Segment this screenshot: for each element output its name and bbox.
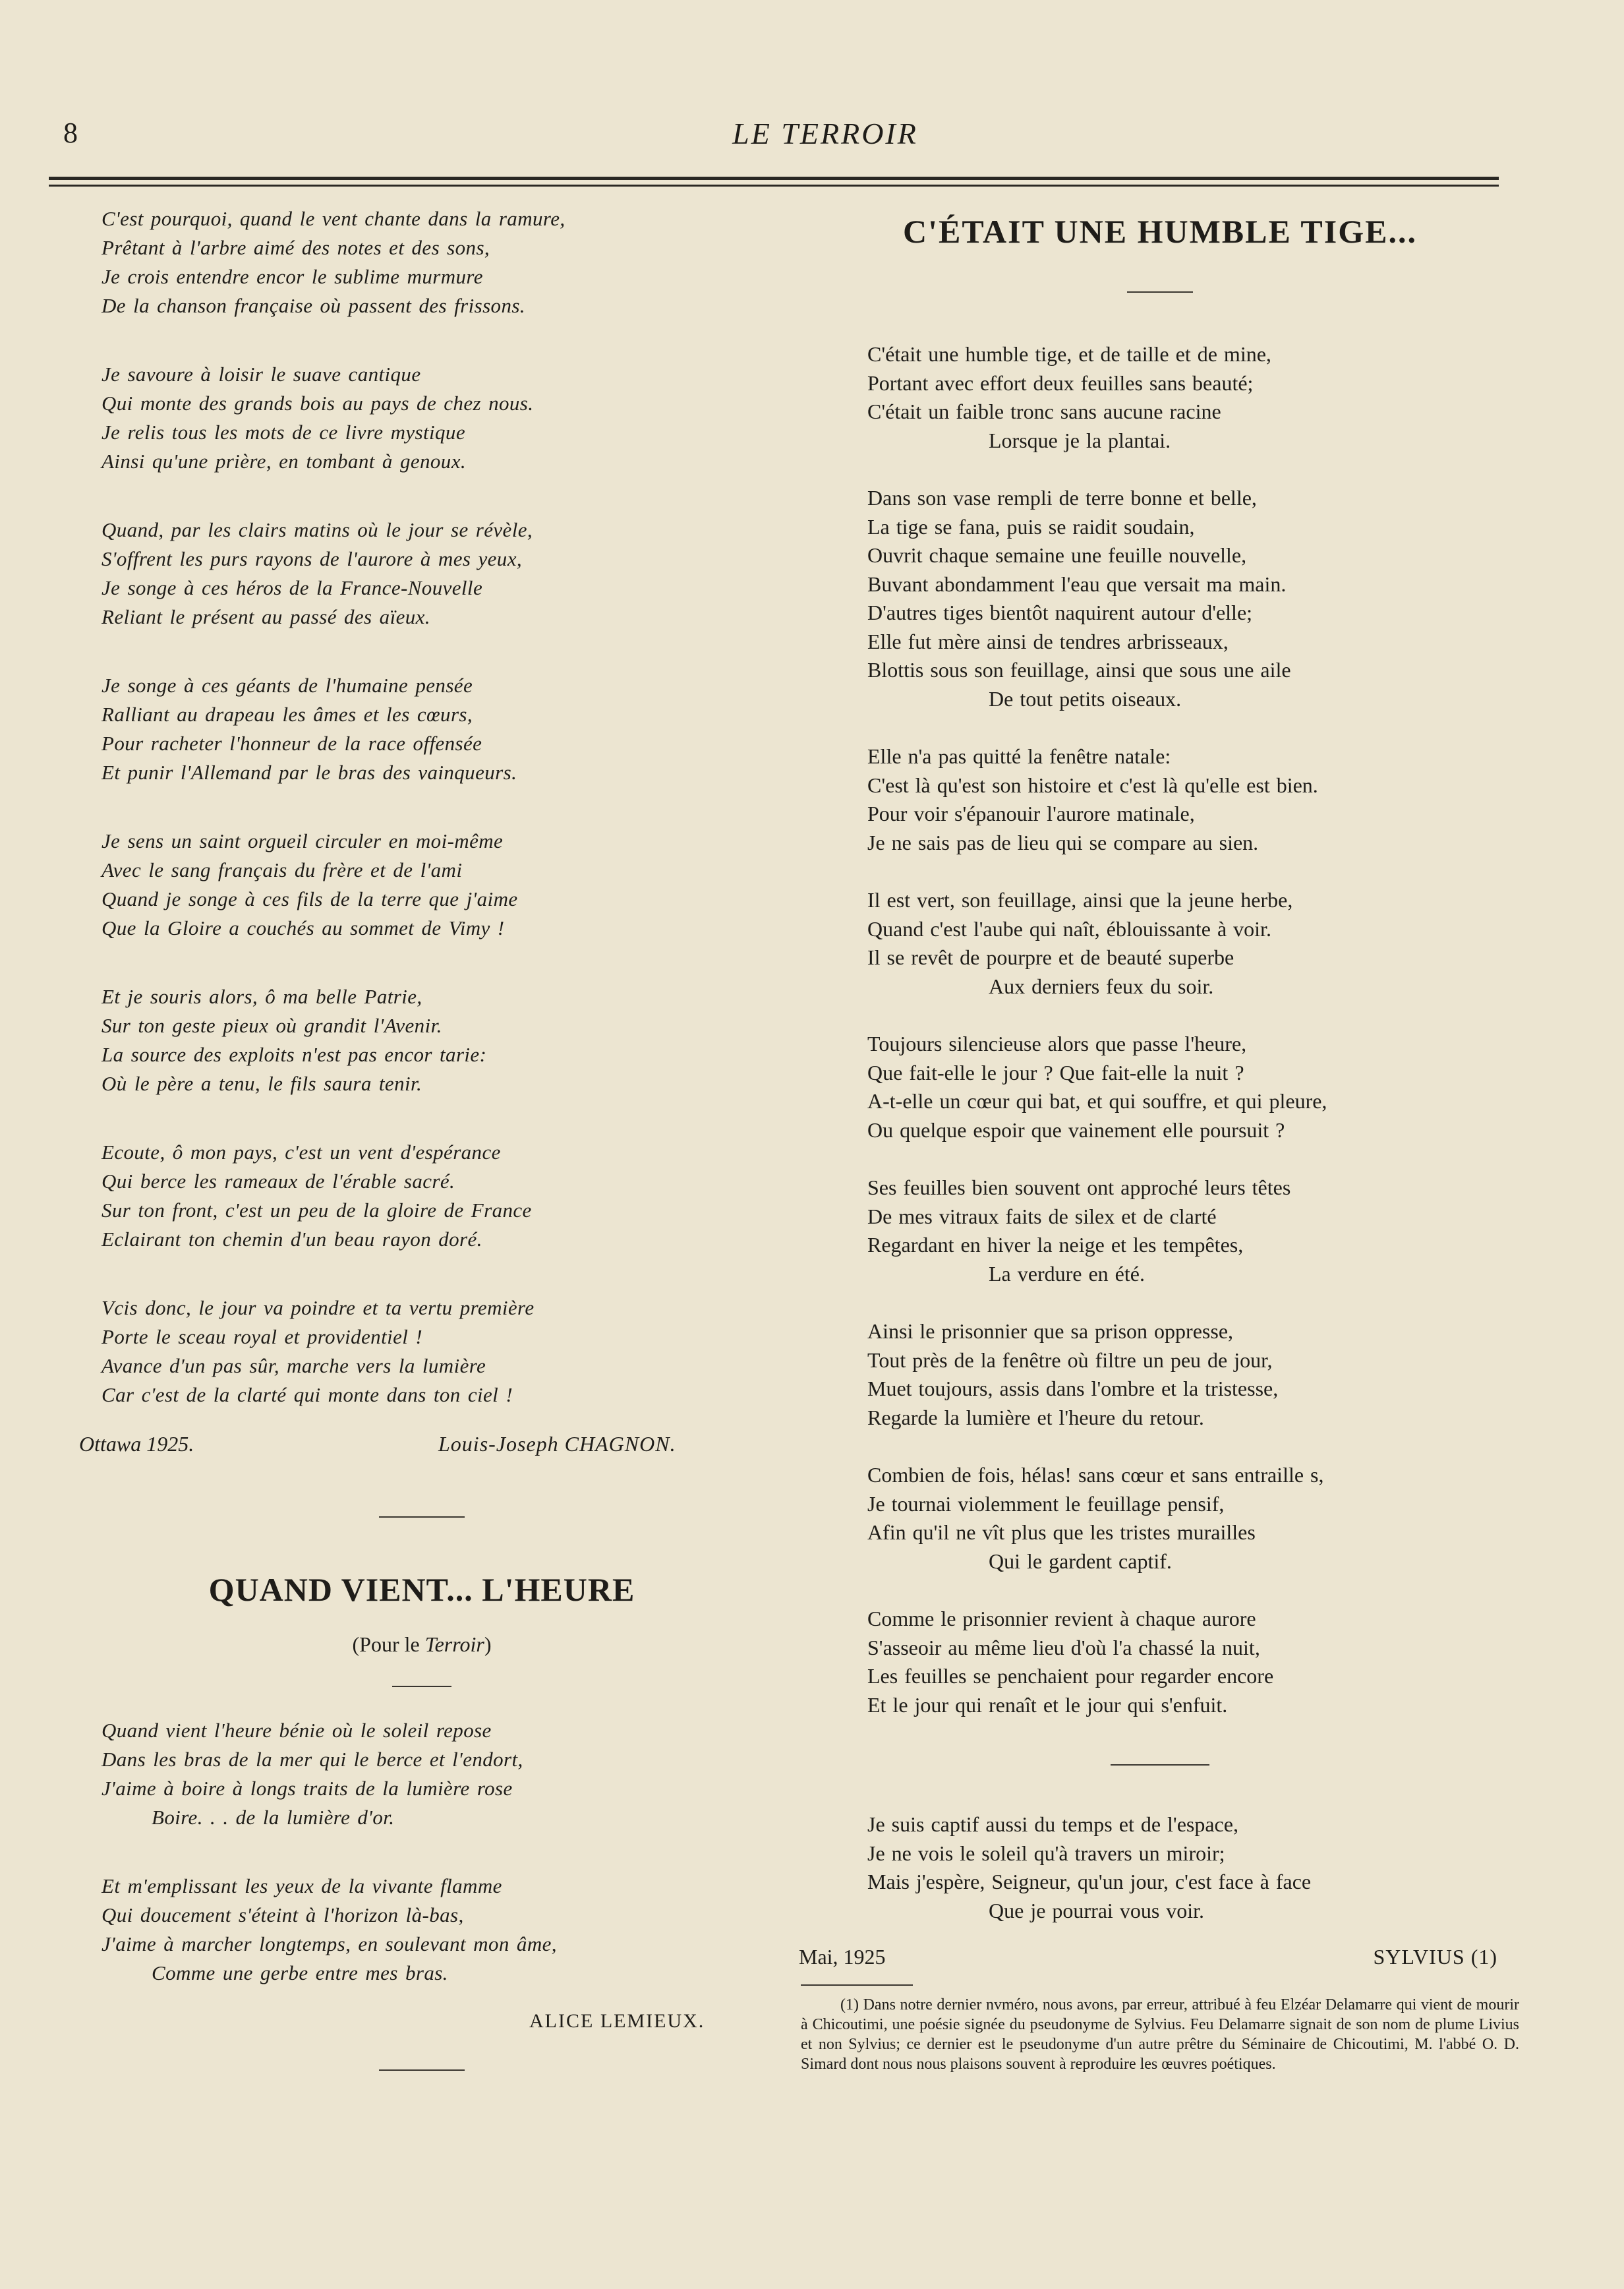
verse-line: Comme le prisonnier revient à chaque aurore: [867, 1607, 1256, 1630]
verse-line: De la chanson française où passent des frissons.: [102, 294, 525, 317]
verse-line: Comme une gerbe entre mes bras.: [152, 1961, 448, 1984]
verse-line: Elle n'a pas quitté la fenêtre natale:: [867, 744, 1171, 768]
stanza: [102, 360, 765, 476]
verse-line: Aux derniers feux du soir.: [989, 974, 1214, 998]
stanza: [102, 1293, 765, 1410]
stanza: [867, 484, 1529, 713]
verse-line: Blottis sous son feuillage, ainsi que sous une aile: [867, 658, 1291, 682]
verse-line: Je relis tous les mots de ce livre mystique: [102, 421, 465, 444]
verse-line: La source des exploits n'est pas encor tarie:: [102, 1043, 487, 1066]
chagnon-poem: [79, 204, 765, 1410]
stanza: [102, 827, 765, 943]
verse-line: Ecoute, ô mon pays, c'est un vent d'espérance: [102, 1141, 501, 1164]
poem-title-quand-vient: QUAND VIENT... L'HEURE: [208, 1571, 635, 1608]
verse-line: Boire. . . de la lumière d'or.: [152, 1806, 395, 1829]
header-rule: [49, 177, 1499, 180]
verse-line: Je songe à ces géants de l'humaine pensée: [102, 674, 473, 697]
verse-line: Elle fut mère ainsi de tendres arbrisseaux,: [867, 629, 1229, 653]
verse-line: Sur ton geste pieux où grandit l'Avenir.: [102, 1014, 442, 1037]
verse-line: Et le jour qui renaît et le jour qui s'enfuit.: [867, 1692, 1228, 1717]
verse-line: Avec le sang français du frère et de l'ami: [102, 858, 463, 881]
verse-line: Pour racheter l'honneur de la race offensée: [102, 732, 482, 755]
verse-line: Je sens un saint orgueil circuler en moi-même: [102, 829, 504, 852]
verse-line: Je ne sais pas de lieu qui se compare au sien.: [867, 830, 1259, 854]
verse-line: Quand, par les clairs matins où le jour se révèle,: [102, 518, 533, 541]
stanza: [102, 1872, 765, 1988]
verse-line: Reliant le présent au passé des aïeux.: [102, 605, 430, 628]
verse-line: S'offrent les purs rayons de l'aurore à mes yeux,: [102, 547, 523, 570]
quand-vient-author: ALICE LEMIEUX.: [529, 2010, 705, 2032]
verse-line: Et je souris alors, ô ma belle Patrie,: [102, 985, 422, 1008]
verse-line: Ouvrit chaque semaine une feuille nouvelle,: [867, 543, 1247, 567]
footnote-marker: (1): [840, 1996, 859, 2013]
stanza: [102, 1716, 765, 1832]
subtitle-emphasis: Terroir: [424, 1632, 484, 1656]
verse-line: Ou quelque espoir que vainement elle poursuit ?: [867, 1117, 1285, 1142]
verse-line: Où le père a tenu, le fils saura tenir.: [102, 1072, 422, 1095]
stanza: [867, 1605, 1529, 1719]
verse-line: Pour voir s'épanouir l'aurore matinale,: [867, 802, 1195, 825]
verse-line: Il est vert, son feuillage, ainsi que la jeune herbe,: [867, 888, 1293, 912]
verse-line: Je crois entendre encor le sublime murmure: [102, 265, 483, 288]
verse-line: Lorsque je la plantai.: [989, 428, 1171, 452]
right-column: [791, 204, 1529, 2074]
humble-tige-signature: [791, 1945, 1529, 1984]
poem-title-humble-tige: C'ÉTAIT UNE HUMBLE TIGE...: [903, 213, 1417, 250]
verse-line: De mes vitraux faits de silex et de clarté: [867, 1204, 1217, 1228]
verse-line: Car c'est de la clarté qui monte dans ton ciel !: [102, 1383, 513, 1406]
verse-line: Les feuilles se penchaient pour regarder encore: [867, 1664, 1274, 1688]
verse-line: Que fait-elle le jour ? Que fait-elle la nuit ?: [867, 1060, 1244, 1085]
verse-line: La verdure en été.: [989, 1261, 1145, 1286]
verse-line: D'autres tiges bientôt naquirent autour d'elle;: [867, 601, 1253, 624]
verse-line: Tout près de la fenêtre où filtre un peu de jour,: [867, 1348, 1273, 1372]
verse-line: Je songe à ces héros de la France-Nouvelle: [102, 576, 483, 599]
verse-line: Quand vient l'heure bénie où le soleil repose: [102, 1719, 492, 1742]
verse-line: Je savoure à loisir le suave cantique: [102, 363, 421, 386]
verse-line: Avance d'un pas sûr, marche vers la lumière: [102, 1354, 486, 1377]
stanza: [867, 1317, 1529, 1432]
verse-line: Et punir l'Allemand par le bras des vainqueurs.: [102, 761, 517, 784]
verse-line: Regardant en hiver la neige et les tempêtes,: [867, 1233, 1244, 1257]
poem-subtitle: [79, 1632, 765, 1657]
subtitle-post: ): [484, 1632, 492, 1656]
stanza: [867, 742, 1529, 857]
footnote-text: Dans notre dernier nvméro, nous avons, par erreur, attribué à feu Elzéar Delamarre qui vient de mourir à Chicoutimi, une poésie signée du pseudonyme de Sylvius. Feu Delamarre signait de son nom de plume Livius et non Sylvius; ce dernier est le pseudonyme d'un autre prêtre du Séminaire de Chicoutimi, M. l'abbé O. D. Simard dont nous nous plaisons souvent à reproduire les œuvres poétiques.: [801, 1996, 1520, 2073]
verse-line: Ses feuilles bien souvent ont approché leurs têtes: [867, 1175, 1291, 1199]
verse-line: Ainsi qu'une prière, en tombant à genoux.: [102, 450, 467, 473]
verse-line: C'est là qu'est son histoire et c'est là qu'elle est bien.: [867, 773, 1318, 797]
verse-line: Buvant abondamment l'eau que versait ma main.: [867, 572, 1287, 596]
stanza: [867, 1461, 1529, 1576]
footnote: [801, 1995, 1519, 2074]
verse-line: Et m'emplissant les yeux de la vivante flamme: [102, 1874, 502, 1897]
verse-line: Que la Gloire a couchés au sommet de Vimy !: [102, 916, 505, 939]
stanza: [867, 1030, 1529, 1144]
verse-line: S'asseoir au même lieu d'où l'a chassé la nuit,: [867, 1635, 1260, 1659]
stanza: [102, 204, 765, 320]
verse-line: Combien de fois, hélas! sans cœur et sans entraille s,: [867, 1463, 1324, 1487]
final-stanza: [867, 1810, 1529, 1925]
verse-line: Porte le sceau royal et providentiel !: [102, 1325, 423, 1348]
verse-line: J'aime à boire à longs traits de la lumière rose: [102, 1777, 513, 1800]
verse-line: C'est pourquoi, quand le vent chante dans la ramure,: [102, 207, 566, 230]
verse-line: Portant avec effort deux feuilles sans beauté;: [867, 371, 1254, 395]
page-number: 8: [63, 117, 78, 149]
verse-line: Muet toujours, assis dans l'ombre et la tristesse,: [867, 1377, 1279, 1400]
verse-line: Je ne vois le soleil qu'à travers un miroir;: [867, 1841, 1225, 1865]
place-date: Ottawa 1925.: [79, 1432, 194, 1456]
verse-line: Toujours silencieuse alors que passe l'heure,: [867, 1032, 1247, 1055]
header-rule-thin: [49, 185, 1499, 187]
verse-line: A-t-elle un cœur qui bat, et qui souffre, et qui pleure,: [867, 1089, 1327, 1113]
poem-date: Mai, 1925: [799, 1945, 886, 1969]
verse-line: Je tournai violemment le feuillage pensif,: [867, 1491, 1225, 1516]
running-title: LE TERROIR: [732, 117, 918, 150]
stanza: [867, 340, 1529, 455]
left-column: [79, 204, 765, 2071]
verse-line: J'aime à marcher longtemps, en soulevant mon âme,: [102, 1932, 557, 1955]
verse-line: Dans les bras de la mer qui le berce et l'endort,: [102, 1748, 523, 1771]
verse-line: Ralliant au drapeau les âmes et les cœurs,: [102, 703, 473, 726]
verse-line: Qui monte des grands bois au pays de chez nous.: [102, 392, 534, 415]
verse-line: C'était un faible tronc sans aucune racine: [867, 400, 1221, 423]
verse-line: C'était une humble tige, et de taille et de mine,: [867, 342, 1271, 366]
verse-line: Dans son vase rempli de terre bonne et belle,: [867, 486, 1257, 510]
end-divider: [379, 2069, 465, 2071]
verse-line: Vcis donc, le jour va poindre et ta vertu première: [102, 1296, 535, 1319]
verse-line: Qui le gardent captif.: [989, 1549, 1172, 1573]
stanza: [867, 1174, 1529, 1288]
stanza: [102, 671, 765, 787]
verse-line: De tout petits oiseaux.: [989, 686, 1182, 711]
verse-line: Quand c'est l'aube qui naît, éblouissante à voir.: [867, 916, 1271, 941]
verse-line: Eclairant ton chemin d'un beau rayon doré.: [102, 1228, 482, 1251]
stanza: [867, 886, 1529, 1001]
verse-line: Prêtant à l'arbre aimé des notes et des sons,: [102, 236, 490, 259]
verse-line: Afin qu'il ne vît plus que les tristes murailles: [867, 1520, 1256, 1544]
verse-line: Qui doucement s'éteint à l'horizon là-bas,: [102, 1903, 464, 1926]
quand-vient-poem: [79, 1716, 765, 1988]
verse-line: Que je pourrai vous voir.: [989, 1898, 1205, 1922]
poem-author: Louis-Joseph CHAGNON.: [438, 1432, 676, 1456]
humble-tige-poem: [791, 340, 1529, 1719]
verse-line: La tige se fana, puis se raidit soudain,: [867, 514, 1195, 539]
subtitle-pre: (Pour le: [352, 1632, 425, 1656]
verse-line: Mais j'espère, Seigneur, qu'un jour, c'est face à face: [867, 1870, 1312, 1893]
verse-line: Il se revêt de pourpre et de beauté superbe: [867, 945, 1234, 969]
verse-line: Ainsi le prisonnier que sa prison oppresse,: [867, 1319, 1234, 1343]
stanza: [102, 516, 765, 632]
verse-line: Regarde la lumière et l'heure du retour.: [867, 1405, 1204, 1429]
verse-line: Qui berce les rameaux de l'érable sacré.: [102, 1170, 455, 1193]
verse-line: Sur ton front, c'est un peu de la gloire de France: [102, 1199, 532, 1222]
footnote-rule: [801, 1984, 913, 1986]
verse-line: Quand je songe à ces fils de la terre que j'aime: [102, 887, 518, 910]
chagnon-signature: [79, 1432, 765, 1472]
stanza: [102, 1138, 765, 1254]
poem-author: SYLVIUS (1): [1373, 1945, 1497, 1969]
stanza: [102, 982, 765, 1098]
verse-line: Je suis captif aussi du temps et de l'espace,: [867, 1812, 1238, 1836]
